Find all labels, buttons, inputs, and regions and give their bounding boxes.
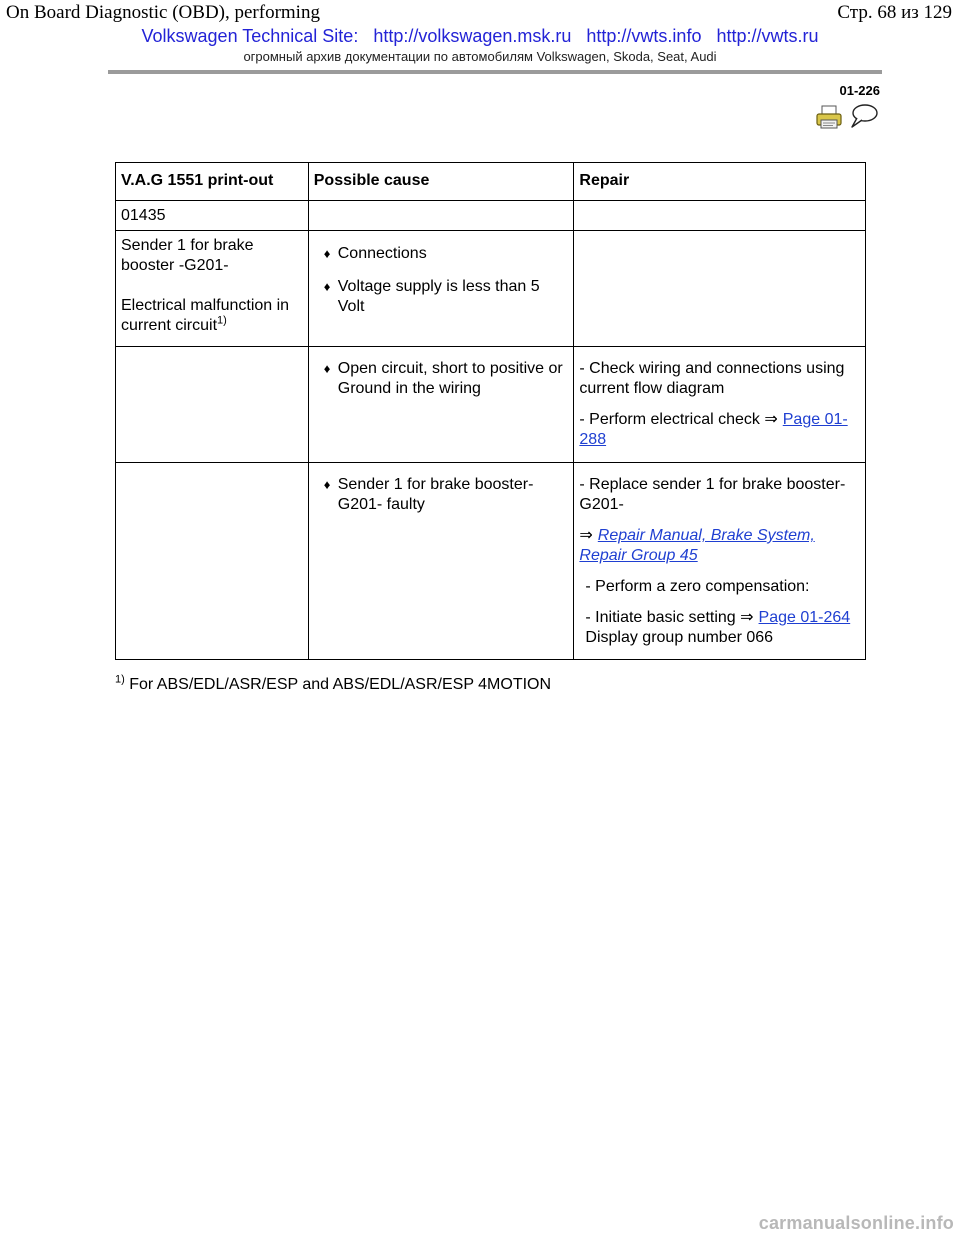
repair-step: - Perform electrical check ⇒ Page 01-288 [579,411,848,448]
repair-cell [574,347,866,463]
diagnostic-table [115,162,866,660]
printout-cell [116,231,309,347]
footnote-marker: 1) [115,673,125,686]
repair-manual-link[interactable]: Repair Manual, Brake System, Repair Group 45 [579,527,815,564]
watermark: carmanualsonline.info [758,1213,954,1233]
print-icon[interactable] [815,105,843,129]
table-row [116,347,866,463]
empty-cell [116,347,309,463]
column-header: Repair [574,163,866,201]
repair-step [579,526,860,566]
bullet-icon: ♦ [323,477,331,492]
page-link[interactable]: Page 01-288 [579,411,848,448]
list-item: ♦ Voltage supply is less than 5 Volt [323,278,540,315]
repair-step: - Initiate basic setting ⇒ Page 01-264 Display group number 066 [585,609,851,646]
fault-code: 01435 [116,201,309,231]
table-row [116,201,866,231]
footnote [115,673,552,694]
table-header-row [116,163,866,201]
arrow-icon: ⇒ [764,411,778,428]
empty-cell [574,231,866,347]
cause-cell [308,231,574,347]
cause-cell [308,463,574,660]
arrow-icon: ⇒ [579,527,593,544]
arrow-icon: ⇒ [740,609,754,626]
page-number: 01-226 [839,83,880,98]
list-item: ♦ Connections [323,245,427,262]
repair-step: - Check wiring and connections using current flow diagram [579,360,845,397]
site-banner[interactable]: Volkswagen Technical Site: http://volkswagen.msk.ru http://vwts.info http://vwts.ru [141,26,819,46]
comment-icon[interactable] [847,103,879,129]
bullet-icon: ♦ [323,246,331,261]
document-title: On Board Diagnostic (OBD), performing [6,2,320,23]
repair-step: - Replace sender 1 for brake booster-G201- [579,476,846,513]
empty-cell [116,463,309,660]
footnote-marker: 1) [217,314,227,327]
table-row [116,231,866,347]
footnote-text: For ABS/EDL/ASR/ESP and ABS/EDL/ASR/ESP 4MOTION [129,676,552,693]
empty-cell [308,201,574,231]
column-header: V.A.G 1551 print-out [116,163,309,201]
site-subtitle: огромный архив документации по автомобилям Volkswagen, Skoda, Seat, Audi [243,49,717,64]
repair-cell [574,463,866,660]
table-row [116,463,866,660]
list-item: ♦ Open circuit, short to positive or Ground in the wiring [323,360,563,397]
page-counter: Стр. 68 из 129 [837,2,952,23]
column-header: Possible cause [308,163,574,201]
repair-step: - Perform a zero compensation: [585,578,810,595]
list-item: ♦ Sender 1 for brake booster-G201- faulty [323,476,534,513]
banner-divider [108,70,882,74]
printout-text: Sender 1 for brake booster -G201- [121,237,254,274]
printout-text: Electrical malfunction in current circuit$^{1)}$ [121,297,290,334]
bullet-icon: ♦ [323,361,331,376]
bullet-icon: ♦ [323,279,331,294]
cause-cell [308,347,574,463]
page-link[interactable]: Page 01-264 [758,609,851,626]
empty-cell [574,201,866,231]
